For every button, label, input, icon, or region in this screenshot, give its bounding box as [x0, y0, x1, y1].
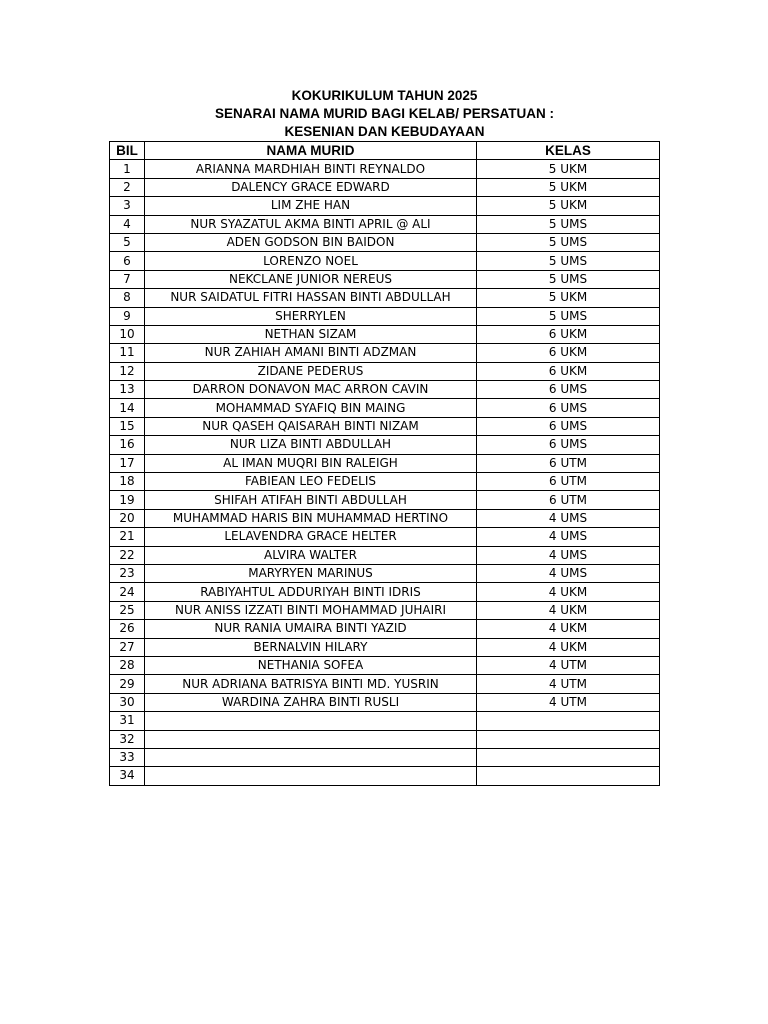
row-number: 32: [110, 730, 145, 748]
student-name: [145, 767, 477, 785]
student-name: [145, 730, 477, 748]
table-row: [110, 325, 660, 343]
column-header-nama-murid: NAMA MURID: [145, 142, 477, 160]
student-name: NUR SAIDATUL FITRI HASSAN BINTI ABDULLAH: [145, 289, 477, 307]
student-name: NUR ZAHIAH AMANI BINTI ADZMAN: [145, 344, 477, 362]
student-class: 4 UKM: [477, 638, 660, 656]
table-row: [110, 712, 660, 730]
row-number: 12: [110, 362, 145, 380]
student-class: 4 UMS: [477, 528, 660, 546]
table-row: [110, 417, 660, 435]
row-number: 17: [110, 454, 145, 472]
student-name: WARDINA ZAHRA BINTI RUSLI: [145, 693, 477, 711]
student-name: DARRON DONAVON MAC ARRON CAVIN: [145, 381, 477, 399]
row-number: 13: [110, 381, 145, 399]
student-name: NETHANIA SOFEA: [145, 656, 477, 674]
student-class: 6 UTM: [477, 454, 660, 472]
row-number: 7: [110, 270, 145, 288]
row-number: 8: [110, 289, 145, 307]
student-name: NUR ANISS IZZATI BINTI MOHAMMAD JUHAIRI: [145, 601, 477, 619]
row-number: 18: [110, 473, 145, 491]
student-class: 5 UKM: [477, 178, 660, 196]
table-row: [110, 675, 660, 693]
table-row: [110, 454, 660, 472]
student-class: 4 UKM: [477, 583, 660, 601]
row-number: 27: [110, 638, 145, 656]
table-row: [110, 638, 660, 656]
student-class: 4 UKM: [477, 601, 660, 619]
row-number: 3: [110, 197, 145, 215]
student-class: 6 UKM: [477, 362, 660, 380]
student-name: LORENZO NOEL: [145, 252, 477, 270]
table-header-row: [110, 142, 660, 160]
row-number: 19: [110, 491, 145, 509]
table-row: [110, 583, 660, 601]
student-class: 4 UMS: [477, 509, 660, 527]
student-class: 4 UTM: [477, 693, 660, 711]
table-body: [110, 160, 660, 785]
document-subtitle: SENARAI NAMA MURID BAGI KELAB/ PERSATUAN :: [215, 106, 554, 121]
row-number: 21: [110, 528, 145, 546]
table-row: [110, 215, 660, 233]
row-number: 34: [110, 767, 145, 785]
table-row: [110, 546, 660, 564]
table-row: [110, 344, 660, 362]
student-class: 5 UKM: [477, 289, 660, 307]
row-number: 16: [110, 436, 145, 454]
row-number: 30: [110, 693, 145, 711]
document-title: KOKURIKULUM TAHUN 2025: [291, 88, 478, 103]
row-number: 28: [110, 656, 145, 674]
row-number: 5: [110, 233, 145, 251]
student-class: 5 UMS: [477, 233, 660, 251]
table-row: [110, 656, 660, 674]
table-row: [110, 601, 660, 619]
student-class: 4 UMS: [477, 564, 660, 582]
row-number: 1: [110, 160, 145, 178]
student-name: RABIYAHTUL ADDURIYAH BINTI IDRIS: [145, 583, 477, 601]
student-class: 5 UKM: [477, 160, 660, 178]
table-row: [110, 289, 660, 307]
table-row: [110, 620, 660, 638]
club-name: KESENIAN DAN KEBUDAYAAN: [284, 124, 485, 139]
student-name: NETHAN SIZAM: [145, 325, 477, 343]
column-header-kelas: KELAS: [477, 142, 660, 160]
student-name: SHIFAH ATIFAH BINTI ABDULLAH: [145, 491, 477, 509]
student-name: BERNALVIN HILARY: [145, 638, 477, 656]
row-number: 11: [110, 344, 145, 362]
student-class: [477, 712, 660, 730]
table-row: [110, 270, 660, 288]
student-class: 4 UMS: [477, 546, 660, 564]
student-class: 6 UMS: [477, 399, 660, 417]
student-class: [477, 767, 660, 785]
row-number: 25: [110, 601, 145, 619]
table-row: [110, 252, 660, 270]
table-row: [110, 307, 660, 325]
student-roster-table: [109, 141, 660, 786]
table-row: [110, 693, 660, 711]
table-row: [110, 767, 660, 785]
student-name: LIM ZHE HAN: [145, 197, 477, 215]
student-name: LELAVENDRA GRACE HELTER: [145, 528, 477, 546]
row-number: 33: [110, 748, 145, 766]
table-row: [110, 730, 660, 748]
student-class: [477, 730, 660, 748]
table-row: [110, 362, 660, 380]
student-class: 5 UKM: [477, 197, 660, 215]
table-row: [110, 233, 660, 251]
student-class: 6 UMS: [477, 436, 660, 454]
student-class: 6 UTM: [477, 491, 660, 509]
student-class: 4 UTM: [477, 675, 660, 693]
student-name: DALENCY GRACE EDWARD: [145, 178, 477, 196]
row-number: 15: [110, 417, 145, 435]
row-number: 26: [110, 620, 145, 638]
student-name: NUR QASEH QAISARAH BINTI NIZAM: [145, 417, 477, 435]
table-row: [110, 748, 660, 766]
student-class: 6 UMS: [477, 417, 660, 435]
student-name: NUR SYAZATUL AKMA BINTI APRIL @ ALI: [145, 215, 477, 233]
table-row: [110, 160, 660, 178]
row-number: 29: [110, 675, 145, 693]
row-number: 2: [110, 178, 145, 196]
student-class: 5 UMS: [477, 215, 660, 233]
student-name: ALVIRA WALTER: [145, 546, 477, 564]
student-name: MOHAMMAD SYAFIQ BIN MAING: [145, 399, 477, 417]
student-class: 6 UKM: [477, 325, 660, 343]
row-number: 14: [110, 399, 145, 417]
row-number: 31: [110, 712, 145, 730]
table-row: [110, 197, 660, 215]
table-row: [110, 436, 660, 454]
student-name: [145, 712, 477, 730]
student-class: 6 UKM: [477, 344, 660, 362]
column-header-bil: BIL: [110, 142, 145, 160]
row-number: 24: [110, 583, 145, 601]
student-name: NUR ADRIANA BATRISYA BINTI MD. YUSRIN: [145, 675, 477, 693]
student-name: AL IMAN MUQRI BIN RALEIGH: [145, 454, 477, 472]
row-number: 10: [110, 325, 145, 343]
row-number: 23: [110, 564, 145, 582]
table-row: [110, 399, 660, 417]
student-class: 4 UKM: [477, 620, 660, 638]
student-class: 4 UTM: [477, 656, 660, 674]
row-number: 20: [110, 509, 145, 527]
table-row: [110, 509, 660, 527]
student-name: NUR RANIA UMAIRA BINTI YAZID: [145, 620, 477, 638]
student-name: NUR LIZA BINTI ABDULLAH: [145, 436, 477, 454]
student-name: FABIEAN LEO FEDELIS: [145, 473, 477, 491]
table-row: [110, 178, 660, 196]
student-name: ARIANNA MARDHIAH BINTI REYNALDO: [145, 160, 477, 178]
student-class: 5 UMS: [477, 252, 660, 270]
table-row: [110, 381, 660, 399]
table-row: [110, 473, 660, 491]
student-name: NEKCLANE JUNIOR NEREUS: [145, 270, 477, 288]
table-row: [110, 491, 660, 509]
table-row: [110, 528, 660, 546]
student-name: MUHAMMAD HARIS BIN MUHAMMAD HERTINO: [145, 509, 477, 527]
student-name: MARYRYEN MARINUS: [145, 564, 477, 582]
student-name: ZIDANE PEDERUS: [145, 362, 477, 380]
student-class: 6 UTM: [477, 473, 660, 491]
row-number: 22: [110, 546, 145, 564]
student-name: SHERRYLEN: [145, 307, 477, 325]
student-class: 6 UMS: [477, 381, 660, 399]
student-name: [145, 748, 477, 766]
row-number: 9: [110, 307, 145, 325]
student-name: ADEN GODSON BIN BAIDON: [145, 233, 477, 251]
student-class: 5 UMS: [477, 270, 660, 288]
row-number: 6: [110, 252, 145, 270]
student-class: [477, 748, 660, 766]
table-row: [110, 564, 660, 582]
student-class: 5 UMS: [477, 307, 660, 325]
row-number: 4: [110, 215, 145, 233]
